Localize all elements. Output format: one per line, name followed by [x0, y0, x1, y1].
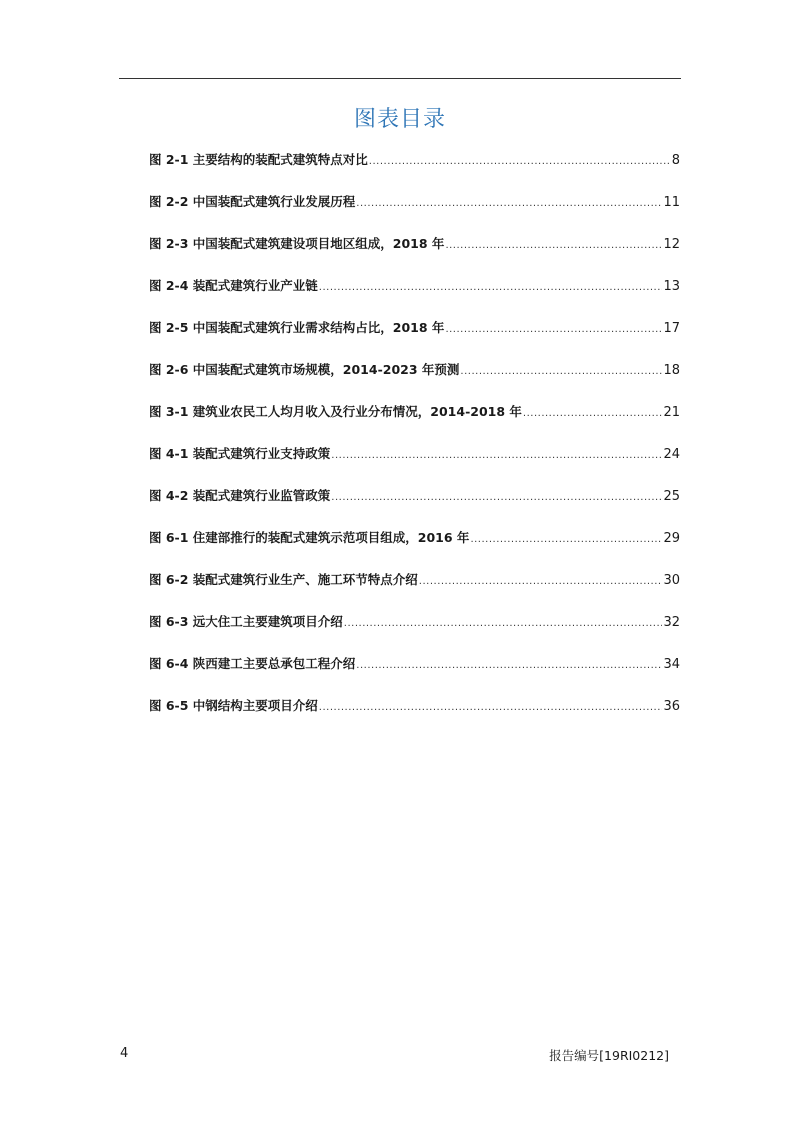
toc-entry[interactable] — [149, 402, 680, 444]
toc-title: 图表目录 — [353, 107, 446, 132]
toc-entry[interactable] — [149, 192, 680, 234]
toc-entry[interactable] — [149, 612, 680, 654]
toc-entry-page: 25 — [663, 489, 680, 504]
toc-entry-page: 11 — [663, 195, 680, 210]
toc-entry-label: 图 4-2 装配式建筑行业监管政策 — [149, 488, 331, 503]
toc-entry-label: 图 2-6 中国装配式建筑市场规模，2014-2023 年预测 — [149, 362, 460, 377]
toc-entry-page: 30 — [663, 573, 680, 588]
toc-leader-dots — [369, 152, 671, 172]
toc-entry-page: 21 — [663, 405, 680, 420]
toc-entry-label: 图 6-3 远大住工主要建筑项目介绍 — [149, 614, 343, 629]
toc-entry-page: 13 — [663, 279, 680, 294]
toc-entry-label: 图 2-2 中国装配式建筑行业发展历程 — [149, 194, 356, 209]
toc-entry-page: 17 — [663, 321, 680, 336]
toc-entry[interactable] — [149, 570, 680, 612]
toc-leader-dots — [470, 530, 662, 550]
header-rule — [119, 78, 681, 79]
toc-entry-label: 图 6-4 陕西建工主要总承包工程介绍 — [149, 656, 356, 671]
toc-entry-label: 图 6-1 住建部推行的装配式建筑示范项目组成，2016 年 — [149, 530, 470, 545]
toc-leader-dots — [523, 404, 663, 424]
toc-entry-label: 图 6-5 中钢结构主要项目介绍 — [149, 698, 318, 713]
toc-entry-label: 图 4-1 装配式建筑行业支持政策 — [149, 446, 331, 461]
footer-page-number: 4 — [120, 1046, 129, 1061]
footer-report-number: 报告编号[19RI0212] — [549, 1048, 669, 1063]
toc-entry-page: 12 — [663, 237, 680, 252]
toc-entry[interactable] — [149, 150, 680, 192]
toc-leader-dots — [445, 320, 662, 340]
toc-leader-dots — [319, 278, 663, 298]
toc-list — [149, 150, 680, 738]
toc-leader-dots — [331, 446, 662, 466]
toc-leader-dots — [356, 656, 662, 676]
toc-leader-dots — [356, 194, 662, 214]
toc-entry-label: 图 2-3 中国装配式建筑建设项目地区组成，2018 年 — [149, 236, 445, 251]
toc-leader-dots — [319, 698, 663, 718]
toc-entry[interactable] — [149, 444, 680, 486]
toc-entry-label: 图 6-2 装配式建筑行业生产、施工环节特点介绍 — [149, 572, 418, 587]
toc-entry-label: 图 2-4 装配式建筑行业产业链 — [149, 278, 318, 293]
toc-leader-dots — [460, 362, 662, 382]
toc-entry-page: 18 — [663, 363, 680, 378]
toc-entry-page: 36 — [663, 699, 680, 714]
toc-entry-page: 8 — [671, 153, 680, 168]
toc-entry[interactable] — [149, 528, 680, 570]
toc-entry-label: 图 3-1 建筑业农民工人均月收入及行业分布情况，2014-2018 年 — [149, 404, 522, 419]
toc-entry[interactable] — [149, 234, 680, 276]
toc-leader-dots — [445, 236, 662, 256]
toc-entry[interactable] — [149, 360, 680, 402]
toc-entry-label: 图 2-5 中国装配式建筑行业需求结构占比，2018 年 — [149, 320, 445, 335]
toc-entry-page: 24 — [663, 447, 680, 462]
toc-leader-dots — [331, 488, 662, 508]
toc-entry-page: 32 — [663, 615, 680, 630]
toc-entry-page: 34 — [663, 657, 680, 672]
toc-entry[interactable] — [149, 486, 680, 528]
toc-entry-label: 图 2-1 主要结构的装配式建筑特点对比 — [149, 152, 368, 167]
toc-entry[interactable] — [149, 276, 680, 318]
toc-entry[interactable] — [149, 318, 680, 360]
toc-entry[interactable] — [149, 654, 680, 696]
toc-entry-page: 29 — [663, 531, 680, 546]
toc-leader-dots — [419, 572, 663, 592]
toc-leader-dots — [344, 614, 663, 634]
toc-entry[interactable] — [149, 696, 680, 738]
